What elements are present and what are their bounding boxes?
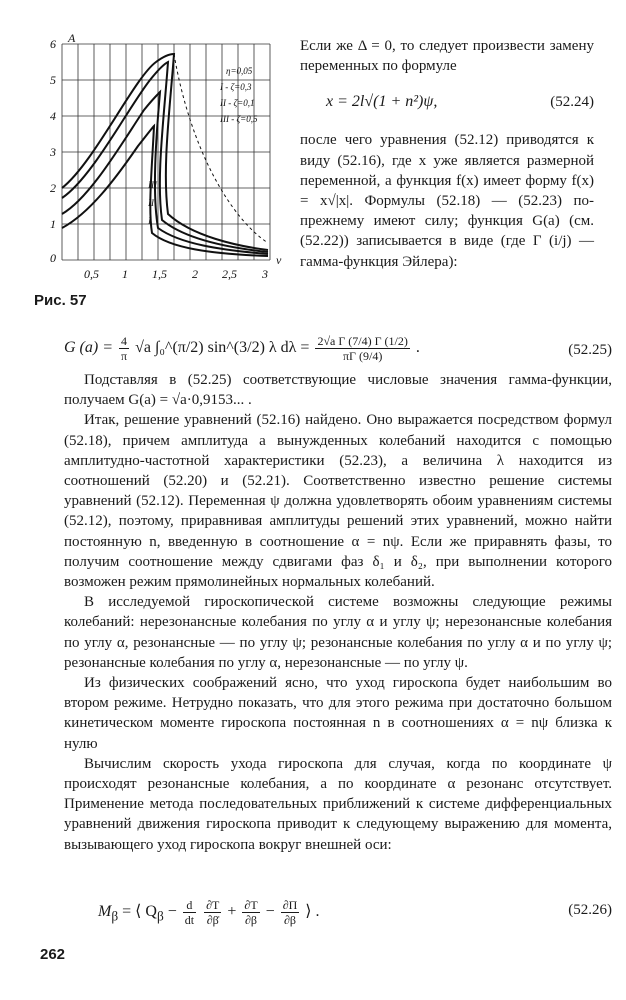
figure-caption: Рис. 57	[34, 292, 87, 309]
y-tick-3: 3	[50, 145, 56, 159]
legend-eta: η=0,05	[226, 66, 253, 76]
equation-52-24	[300, 86, 594, 122]
y-tick-4: 4	[50, 109, 56, 123]
x-axis-label: v	[276, 253, 282, 267]
x-tick-2-5: 2,5	[222, 267, 237, 281]
paragraph: Итак, решение уравнений (52.16) найдено. Оно выражается посредством формул (52.18), причем амплитуда a вынужденных колебаний находится с помощью амплитудно-частотной характеристики (52.23), а величина λ находится из соотношений (52.20) и (52.21). Соответственно известно решение системы уравнений (52.12). Переменная ψ должна удовлетворять обоим уравнениям системы (52.12), поэтому, приравнивая амплитуды решений этих уравнений, можно найти постоянную n, введенную в соотношение α = nψ. Если же приравнять фазы, то получим соотношение между сдвигами фаз δ₁ и δ₂, при выполнении которого возможен режим прямолинейных нормальных колебаний.	[64, 412, 612, 591]
figure-57	[30, 28, 292, 318]
equation-body: x = 2l√(1 + n²)ψ,	[326, 93, 438, 111]
x-tick-1: 1	[122, 267, 128, 281]
equation-52-26	[64, 892, 612, 940]
equation-number: (52.24)	[550, 94, 594, 111]
y-tick-0: 0	[50, 251, 56, 265]
equation-number: (52.26)	[568, 902, 612, 918]
x-tick-2: 2	[192, 267, 198, 281]
eq-sqrt: √a	[135, 339, 151, 357]
equation-body: $M_\beta$ = ⟨ $Q_\beta$ − $\frac{d}{dt}$ $\frac{\partial T}{\partial\betȧ}$ + $\frac{\partial T}{\partial\beta}$ − $\frac{\partial\Pi}{\partial\beta}$ ⟩ .	[98, 898, 320, 927]
page-number: 262	[40, 946, 66, 963]
equation-number: (52.25)	[568, 342, 612, 358]
eq-rhs-fraction: $\frac{\text{2√a Γ (7/4) Γ (1/2)}}{\pi\Gamma (9/4)}$	[317, 334, 408, 363]
eq-integral: ∫₀^(π/2) sin^(3/2) λ dλ =	[154, 339, 314, 357]
eq-coefficient: $\frac{4}{\pi}$	[121, 334, 128, 363]
paragraph: Из физических соображений ясно, что уход гироскопа будет наибольшим во втором режиме. Нетрудно показать, что для этого режима при достаточно большом кинетическом моменте гироскопа постоянная n в соотношениях α = nψ близка к нулю	[64, 675, 612, 752]
y-tick-1: 1	[50, 217, 56, 231]
paragraph: после чего уравнения (52.12) приводятся к виду (52.16), где x уже является размерной переменной, а функция f(x) имеет форму f(x) = x√|x|. Формулы (52.18) — (52.23) по-прежнему имеют силу; функция G(a) (см. (52.22)) записывается в виде (где Γ (i/j) — гамма-функция Эйлера):	[300, 132, 594, 270]
chart-plot	[30, 28, 292, 290]
y-tick-6: 6	[50, 37, 56, 51]
paragraph: Если же Δ = 0, то следует произвести замену переменных по формуле	[300, 38, 594, 75]
x-tick-3: 3	[262, 267, 268, 281]
y-tick-2: 2	[50, 181, 56, 195]
equation-body	[64, 334, 420, 363]
curve-label-II: II	[148, 198, 154, 208]
eq-lhs: G (a) =	[64, 339, 118, 357]
legend-III: III - ζ=0,5	[220, 114, 258, 124]
legend-I: I - ζ=0,3	[220, 82, 252, 92]
curve-label-III: III	[148, 180, 157, 190]
right-column-text	[300, 36, 594, 272]
eq-tail: .	[415, 339, 420, 357]
y-axis-label: A	[68, 31, 76, 45]
main-body-text	[64, 370, 612, 855]
y-tick-5: 5	[50, 73, 56, 87]
paragraph: Подставляя в (52.25) соответствующие числовые значения гамма-функции, получаем G(a) = √a·0,9153... .	[64, 372, 612, 409]
paragraph: Вычислим скорость ухода гироскопа для случая, когда по координате ψ происходят резонансные колебания, а по координате α резонанс отсутствует. Применение метода последовательных приближений к системе дифференциальных уравнений движения гироскопа приводит к следующему выражению для момента, вызывающего уход гироскопа вокруг внешней оси:	[64, 755, 612, 853]
paragraph: В исследуемой гироскопической системе возможны следующие режимы колебаний: нерезонансные колебания по углу α и углу ψ; нерезонансные колебания по углу α, резонансные — по углу ψ; резонансные колебания по углу α и по углу ψ; резонансные колебания по углу α, нерезонансные — по углу ψ.	[64, 594, 612, 671]
x-tick-1-5: 1,5	[152, 267, 167, 281]
curve-label-I: I	[148, 216, 151, 226]
x-tick-0-5: 0,5	[84, 267, 99, 281]
curve-I	[62, 126, 268, 256]
legend-II: II - ζ=0,1	[220, 98, 255, 108]
